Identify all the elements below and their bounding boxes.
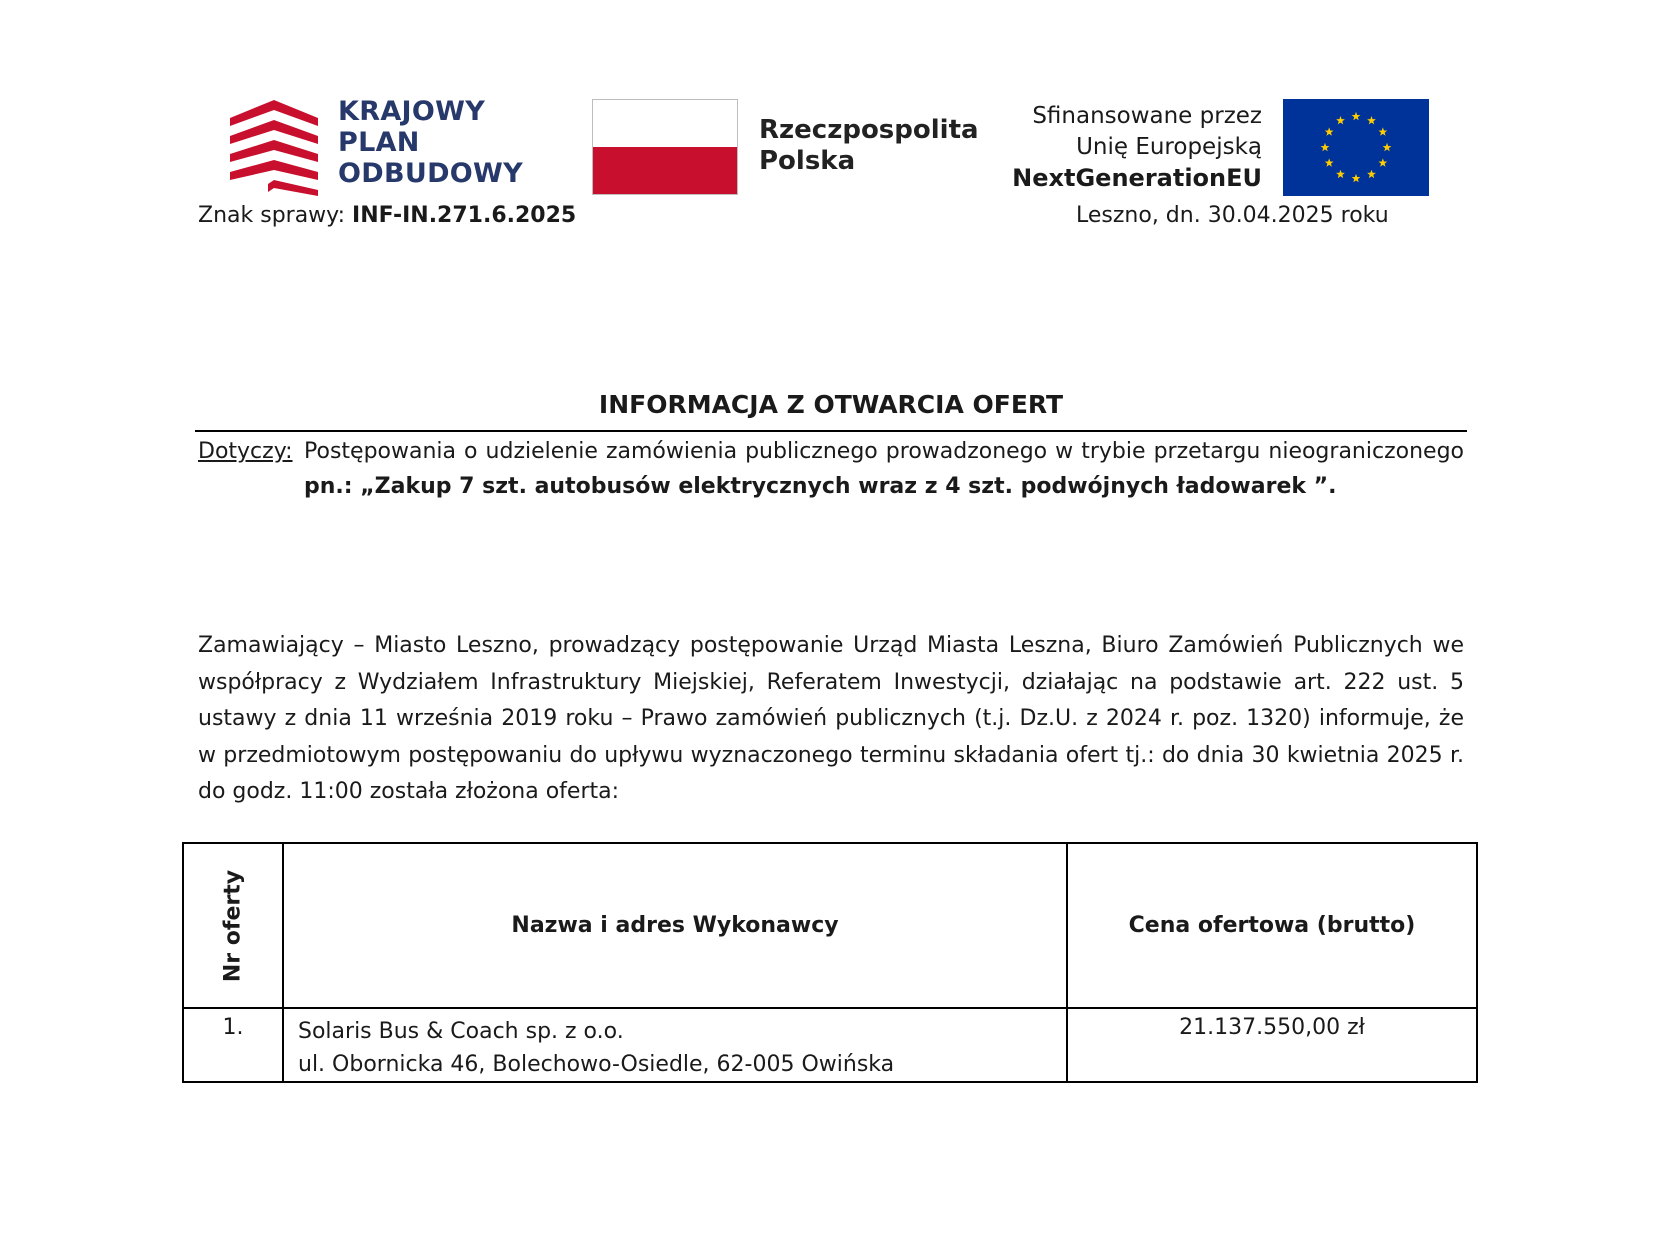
- eu-logo-line: Unię Europejską: [1076, 134, 1262, 160]
- eu-flag-icon: [1283, 99, 1429, 196]
- header-offer-number: [183, 843, 283, 1008]
- kpo-logo-line: KRAJOWY: [338, 96, 486, 127]
- subject-label: Dotyczy:: [198, 439, 293, 464]
- announcement-paragraph: Zamawiający – Miasto Leszno, prowadzący postępowanie Urząd Miasta Leszna, Biuro Zamówień Publicznych we współpracy z Wydziałem Infrastruktury Miejskiej, Referatem Inwestycji, działając na podstawie art. 222 ust. 5 ustawy z dnia 11 września 2019 roku – Prawo zamówień publicznych (t.j. Dz.U. z 2024 r. poz. 1320) informuje, że w przedmiotowym postępowaniu do upływu wyznaczonego terminu składania ofert tj.: do dnia 30 kwietnia 2025 r. do godz. 11:00 została złożona oferta:: [198, 633, 1464, 804]
- title-divider: [195, 430, 1467, 432]
- subject-block: [198, 434, 1464, 504]
- eu-logo-line: Sfinansowane przez: [1032, 103, 1262, 129]
- header-offer-number-label: Nr oferty: [220, 869, 246, 982]
- kpo-logo-text: [338, 96, 523, 189]
- kpo-logo-mark-icon: [230, 100, 318, 196]
- eu-logo-line: NextGenerationEU: [1012, 164, 1262, 192]
- case-reference-number: INF-IN.271.6.2025: [352, 203, 577, 228]
- kpo-logo-line: ODBUDOWY: [338, 158, 523, 189]
- offer-number-cell: 1.: [183, 1008, 283, 1082]
- subject-text: Postępowania o udzielenie zamówienia publicznego prowadzonego w trybie przetargu nieograniczonego: [304, 439, 1464, 464]
- case-reference-label: Znak sprawy:: [198, 203, 346, 228]
- table-header-row: [183, 843, 1477, 1008]
- subject-body: [304, 434, 1464, 504]
- contractor-name: Solaris Bus & Coach sp. z o.o.: [298, 1019, 624, 1044]
- document-title: INFORMACJA Z OTWARCIA OFERT: [598, 390, 1064, 419]
- contractor-cell: [283, 1008, 1067, 1082]
- eu-logo-text: [980, 101, 1262, 194]
- case-reference: [198, 203, 576, 228]
- offers-table: [182, 842, 1478, 1083]
- poland-logo-line: Rzeczpospolita: [759, 115, 979, 145]
- poland-logo-text: [759, 115, 979, 177]
- table-row: [183, 1008, 1477, 1082]
- polish-flag-icon: [592, 99, 738, 195]
- kpo-logo-line: PLAN: [338, 127, 420, 158]
- header-price: Cena ofertowa (brutto): [1067, 843, 1477, 1008]
- contractor-address: ul. Obornicka 46, Bolechowo-Osiedle, 62-005 Owińska: [298, 1052, 895, 1077]
- poland-logo-line: Polska: [759, 146, 856, 176]
- document-date: Leszno, dn. 30.04.2025 roku: [1076, 203, 1389, 228]
- header-contractor: Nazwa i adres Wykonawcy: [283, 843, 1067, 1008]
- offer-price-cell: 21.137.550,00 zł: [1067, 1008, 1477, 1082]
- subject-bold-text: pn.: „Zakup 7 szt. autobusów elektrycznych wraz z 4 szt. podwójnych ładowarek ”.: [304, 474, 1337, 499]
